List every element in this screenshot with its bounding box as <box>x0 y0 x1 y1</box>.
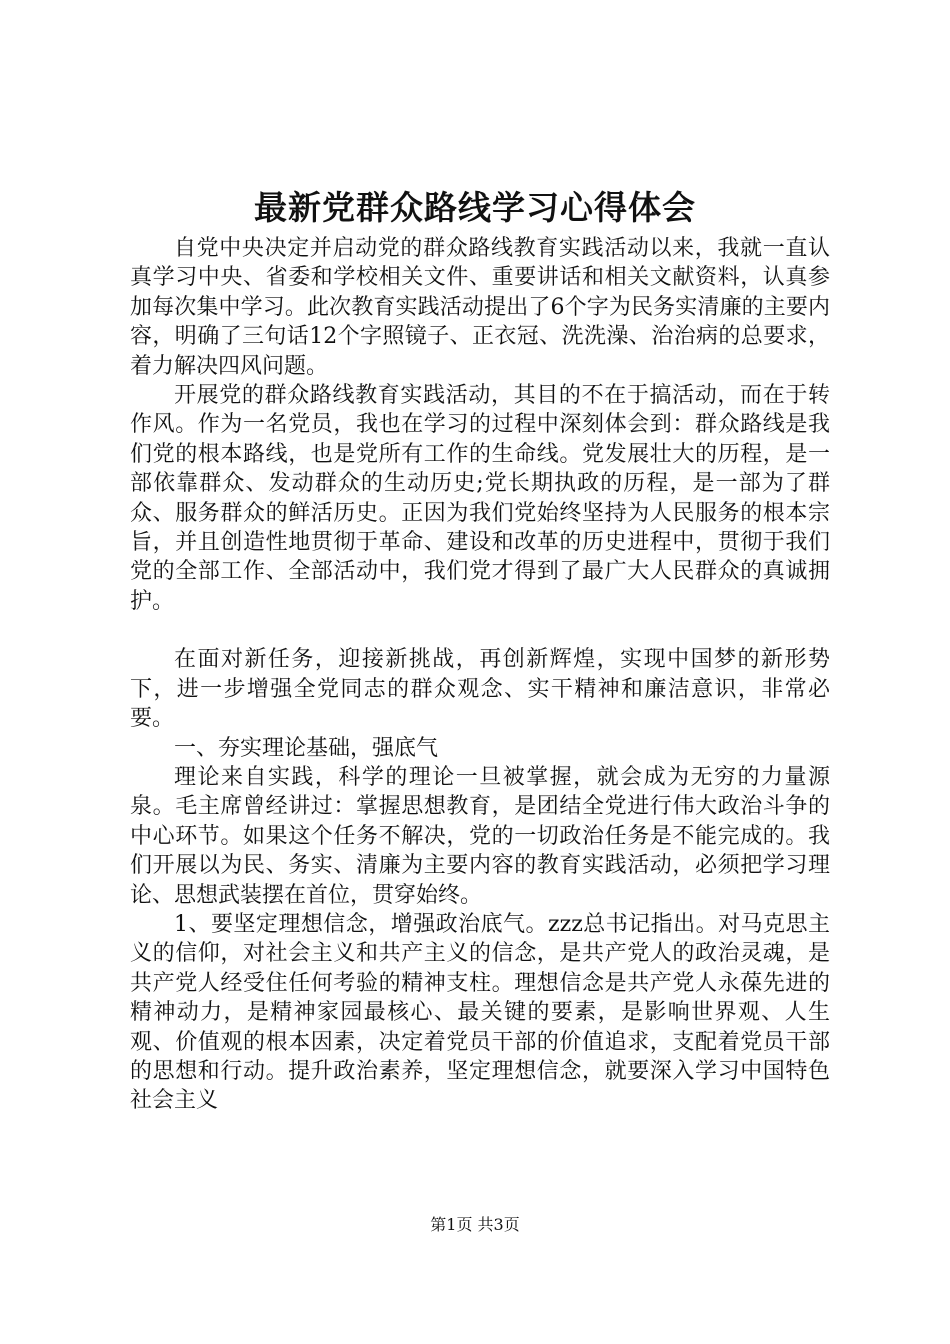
section-heading-theory: 一、夯实理论基础，强底气 <box>174 735 439 761</box>
document-title: 最新党群众路线学习心得体会 <box>254 188 696 227</box>
paragraph-new-situation: 在面对新任务，迎接新挑战，再创新辉煌，实现中国梦的新形势下，进一步增强全党同志的群众观念、实干精神和廉洁意识，非常必要。 <box>130 647 830 732</box>
paragraph-mass-line: 开展党的群众路线教育实践活动，其目的不在于搞活动，而在于转作风。作为一名党员，我也在学习的过程中深刻体会到：群众路线是我们党的根本路线，也是党所有工作的生命线。党发展壮大的历程，是一部依靠群众、发动群众的生动历史;党长期执政的历程，是一部为了群众、服务群众的鲜活历史。正因为我们党始终坚持为人民服务的根本宗旨，并且创造性地贯彻于革命、建设和改革的历史进程中，贯彻于我们党的全部工作、全部活动中，我们党才得到了最广大人民群众的真诚拥护。 <box>130 383 830 614</box>
paragraph-intro: 自党中央决定并启动党的群众路线教育实践活动以来，我就一直认真学习中央、省委和学校相关文件、重要讲话和相关文献资料，认真参加每次集中学习。此次教育实践活动提出了6个字为民务实清廉的主要内容，明确了三句话12个字照镜子、正衣冠、洗洗澡、治治病的总要求，着力解决四风问题。 <box>130 236 830 379</box>
document-body <box>130 234 830 1116</box>
paragraph-theory: 理论来自实践，科学的理论一旦被掌握，就会成为无穷的力量源泉。毛主席曾经讲过：掌握思想教育，是团结全党进行伟大政治斗争的中心环节。如果这个任务不解决，党的一切政治任务是不能完成的。我们开展以为民、务实、清廉为主要内容的教育实践活动，必须把学习理论、思想武装摆在首位，贯穿始终。 <box>130 764 830 908</box>
paragraph-ideals: 1、要坚定理想信念，增强政治底气。zzz总书记指出。对马克思主义的信仰，对社会主义和共产主义的信念，是共产党人的政治灵魂，是共产党人经受住任何考验的精神支柱。理想信念是共产党人永葆先进的精神动力，是精神家园最核心、最关键的要素，是影响世界观、人生观、价值观的根本因素，决定着党员干部的价值追求，支配着党员干部的思想和行动。提升政治素养，坚定理想信念，就要深入学习中国特色社会主义 <box>130 911 830 1114</box>
page-indicator: 第1页 共3页 <box>430 1215 520 1234</box>
